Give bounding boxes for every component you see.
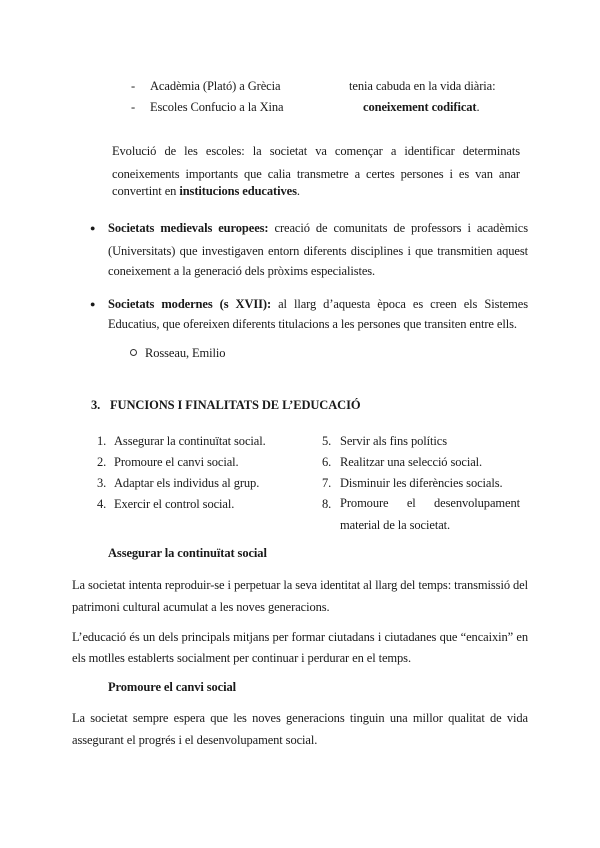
period: .: [296, 184, 300, 198]
section-number: 3.: [91, 398, 101, 412]
bullet-2-rest: al llarg d’aquesta època es creen els Sistemes: [271, 297, 529, 311]
function-num: 7.: [322, 476, 332, 490]
bold-institucions: institucions educatives: [179, 184, 297, 198]
function-num: 5.: [322, 434, 332, 448]
bullet-icon: ●: [90, 223, 96, 233]
function-item-6: Realitzar una selecció social.: [340, 455, 483, 469]
evolucio-line-3: [112, 185, 300, 198]
function-num: 4.: [97, 497, 107, 511]
function-item-7: Disminuir les diferències socials.: [340, 476, 503, 490]
function-num: 2.: [97, 455, 107, 469]
sub-bullet-rosseau: Rosseau, Emilio: [145, 346, 226, 360]
continuitat-p2-line-1: L’educació és un dels principals mitjans per formar ciutadans i ciutadanes que “encaixin” en: [72, 630, 528, 644]
function-item-2: Promoure el canvi social.: [114, 455, 239, 469]
subsection-heading-continuitat: Assegurar la continuïtat social: [108, 546, 267, 560]
side-text-coneixement: [363, 101, 480, 114]
bullet-1-line-3: coneixement a la generació dels pròxims especialistes.: [108, 264, 376, 278]
function-num: 3.: [97, 476, 107, 490]
bold-medievals: Societats medievals europees:: [108, 221, 269, 235]
function-num: 6.: [322, 455, 332, 469]
subsection-heading-canvi: Promoure el canvi social: [108, 680, 237, 694]
section-title: FUNCIONS I FINALITATS DE L’EDUCACIÓ: [110, 398, 361, 412]
bold-coneixement-codificat: coneixement codificat: [363, 100, 477, 114]
side-text-vida-diaria: tenia cabuda en la vida diària:: [349, 79, 496, 93]
function-item-8-cont: material de la societat.: [340, 518, 451, 532]
hollow-bullet-icon: [130, 349, 137, 356]
period: .: [476, 100, 480, 114]
evolucio-line-2: coneixements importants que calia transmetre a certes persones i es van anar: [112, 167, 520, 181]
bullet-2-line-2: Educatius, que ofereixen diferents titulacions a les persones que transiten entre ells.: [108, 317, 517, 331]
dash-marker: -: [131, 100, 136, 114]
list-item-academia: Acadèmia (Plató) a Grècia: [150, 79, 281, 93]
function-item-1: Assegurar la continuïtat social.: [114, 434, 266, 448]
bold-modernes: Societats modernes (s XVII):: [108, 297, 272, 311]
function-num: 8.: [322, 497, 332, 511]
continuitat-p2-line-2: els motlles establerts socialment per continuar i perdurar en el temps.: [72, 651, 411, 665]
dash-marker: -: [131, 79, 136, 93]
continuitat-p1-line-2: patrimoni cultural acumulat a les noves generacions.: [72, 600, 330, 614]
canvi-p1-line-2: assegurant el progrés i el desenvolupament social.: [72, 733, 318, 747]
function-item-4: Exercir el control social.: [114, 497, 235, 511]
evolucio-prefix: convertint en: [112, 184, 180, 198]
function-item-5: Servir als fins polítics: [340, 434, 447, 448]
canvi-p1-line-1: La societat sempre espera que les noves generacions tinguin una millor qualitat de vida: [72, 711, 528, 725]
evolucio-line-1: Evolució de les escoles: la societat va començar a identificar determinats: [112, 144, 520, 158]
bullet-2-line-1: [108, 293, 528, 316]
continuitat-p1-line-1: La societat intenta reproduir-se i perpetuar la seva identitat al llarg del temps: transmissió del: [72, 578, 528, 592]
bullet-1-rest: creació de comunitats de professors i acadèmics: [268, 221, 528, 235]
function-item-8: Promoure el desenvolupament: [340, 496, 520, 510]
bullet-1-line-1: [108, 217, 528, 240]
function-num: 1.: [97, 434, 107, 448]
bullet-icon: ●: [90, 299, 96, 309]
bullet-1-line-2: (Universitats) que investigaven entorn diferents disciplines i que transmitien aquest: [108, 244, 528, 258]
list-item-confucio: Escoles Confucio a la Xina: [150, 100, 284, 114]
function-item-3: Adaptar els individus al grup.: [114, 476, 260, 490]
